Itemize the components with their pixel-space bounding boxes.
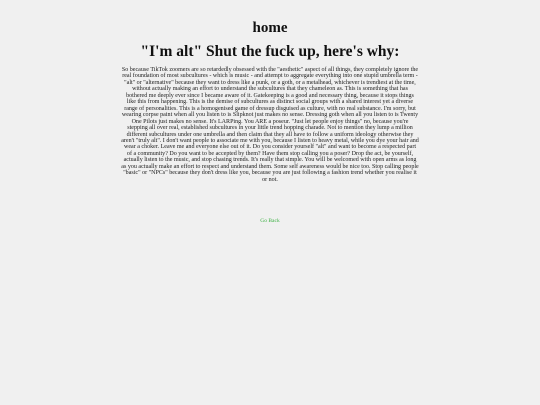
home-link[interactable]: home — [252, 20, 288, 36]
article-body: So because TikTok zoomers are so retardedly obsessed with the "aesthetic" aspect of all things, they completely ignore the real foundation of most subcultures - which is music - and attempt to aggregate everything into one stupid umbrella term - "alt" or "alternative" because they want to dress like a punk, or a goth, or a metalhead, whichever is trendiest at the time, without actually making an effort to understand the subcultures that they chameleon as. This is something that has bothered me deeply ever since I became aware of it. Gatekeeping is a good and necessary thing, because it stops things like this from happening. This is the demise of subcultures as distinct social groups with a shared interest yet a diverse range of personalities. This is a homogenised game of dressup disguised as culture, with no real substance. I'm sorry, but wearing corpse paint when all you listen to is Slipknot just makes no sense. Dressing goth when all you listen to is Twenty One Pilots just makes no sense. It's LARPing. You ARE a poseur. "Just let people enjoy things" no, because you're stepping all over real, established subcultures in your little trend hopping charade. Not to mention they lump a million different subcultures under one umbrella and then claim that they all have to follow a uniform ideology otherwise they aren't "truly alt". I don't want people to associate me with you, because I listen to heavy metal, while you dye your hair and wear a choker. Leave me and everyone else out of it. Do you consider yourself "alt" and want to become a respected part of a community? Do you want to be accepted by them? Have them stop calling you a poser? Drop the act, be yourself, actually listen to the music, and stop chasing trends. It's really that simple. You will be welcomed with open arms as long as you actually make an effort to respect and understand them. Some self awareness would be nice too. Stop calling people "basic" or "NPCs" because they don't dress like you, because you are just following a fashion trend whether you realise it or not. — [121, 67, 419, 183]
page-title: "I'm alt" Shut the fuck up, here's why: — [140, 43, 400, 60]
go-back-link[interactable]: Go Back — [260, 218, 280, 224]
